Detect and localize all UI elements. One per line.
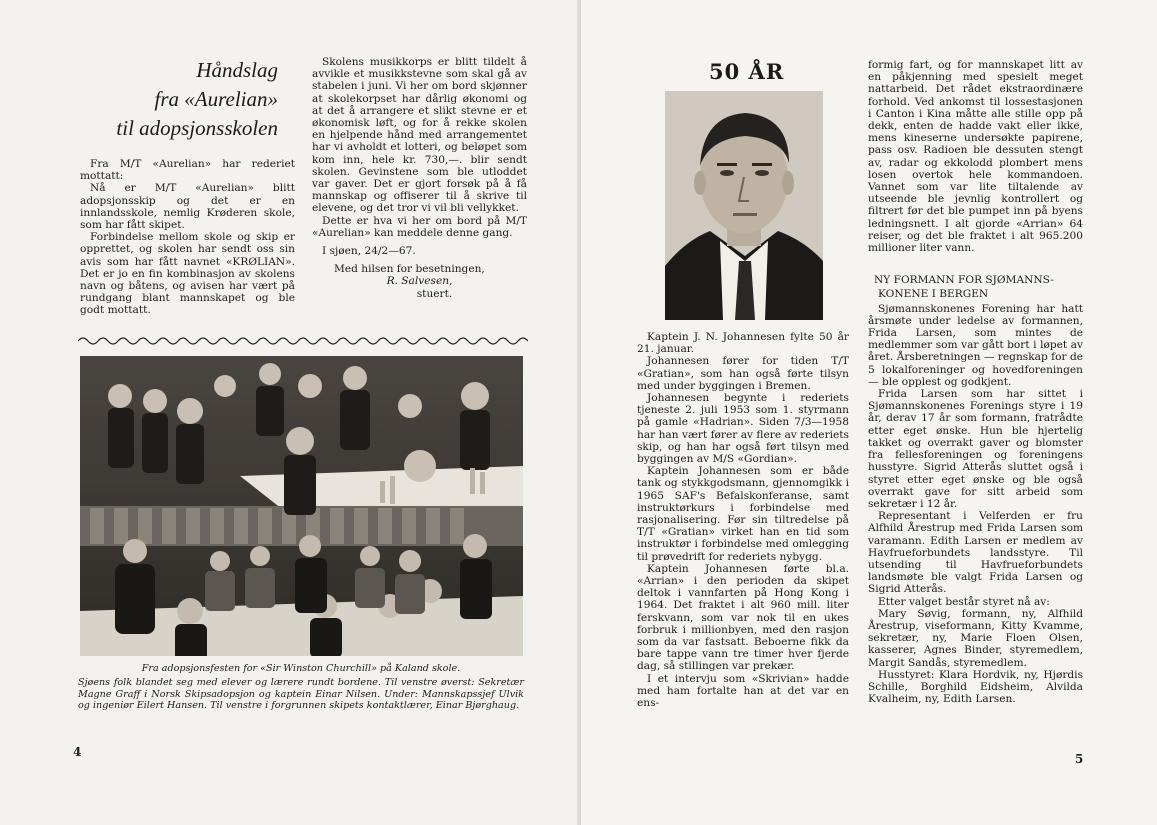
paragraph: Johannesen begynte i rederiets tjeneste 2. juli 1953 som 1. styrmann på gamle «Hadrian». Siden 7/3—1958 har han vært fører av flere av rederiets skip, og han har også ført tilsyn med byggingen av M/S «Gordian». xyxy=(637,392,849,466)
photo-caption-body: Sjøens folk blandet seg med elever og lærere rundt bordene. Til venstre øverst: Sekretær Magne Graff i Norsk Skipsadopsjon og kaptein Einar Nilsen. Under: Mannskapssjef Ulvik og ingeniør Eilert Hansen. Til venstre i forgrunnen skipets kontaktlærer, Einar Bjørghaug. xyxy=(78,677,524,712)
paragraph: Etter valget består styret nå av: xyxy=(878,595,1050,608)
photo-caption-title: Fra adopsjonsfesten for «Sir Winston Churchill» på Kaland skole. xyxy=(141,663,461,674)
section-heading-line-2: KONENE I BERGEN xyxy=(878,288,989,301)
article-heading xyxy=(98,56,278,143)
section-heading-line-1: NY FORMANN FOR SJØMANNS- xyxy=(874,274,1054,287)
paragraph: Forbindelse mellom skole og skip er opprettet, og skolen har sendt oss sin avis som har fått navnet «KRØLIAN». Det er jo en fin kombinasjon av skolens navn og båtens, og avisen har vært på rundgang blant mannskapet og ble godt mottatt. xyxy=(80,231,295,317)
paragraph: Sjømannskonenes Forening har hatt årsmøte under ledelse av formannen, Frida Larsen, som mintes de medlemmer som var gått bort i løpet av året. Årsberetningen — regnskap for de 5 lokalforeninger og hovedforeningen — ble opplest og godkjent. xyxy=(868,302,1083,388)
portrait-photo xyxy=(665,91,823,320)
page-number-left: 4 xyxy=(73,745,82,759)
paragraph: Husstyret: Klara Hordvik, ny, Hjørdis Schille, Borghild Eidsheim, Alvilda Kvalheim, ny, Edith Larsen. xyxy=(868,668,1083,706)
paragraph: Kaptein Johannesen førte bl.a. «Arrian» i den perioden da skipet deltok i vannfarten på Hong Kong i 1964. Det fraktet i alt 960 mill. liter ferskvann, som var nok til en ukes forbruk i millionbyen, med den rasjon som da var fastsatt. Beboerne fikk da bare tappe vann tre timer hver fjerde dag, så stillingen var prekær. xyxy=(637,562,849,673)
party-photo xyxy=(80,356,523,656)
paragraph: Frida Larsen som har sittet i Sjømannskonenes Forenings styre i 19 år, derav 17 år som formann, fratrådte etter eget ønske. Hun ble hjertelig takket og overrakt gaver og blomster fra fellesforeningen og foreningens husstyre. Sigrid Atterås sluttet også i styret etter eget ønske og ble også overrakt gave for sitt arbeid som sekretær i 12 år. xyxy=(868,388,1083,510)
section-heading xyxy=(868,274,1083,300)
heading-line-2: fra «Aurelian» xyxy=(154,87,278,111)
paragraph: Dette er hva vi her om bord på M/T «Aurelian» kan meddele denne gang. xyxy=(312,214,527,239)
signature-name: R. Salvesen, xyxy=(386,275,453,288)
right-column-2 xyxy=(868,59,1083,705)
paragraph: Fra M/T «Aurelian» har rederiet mottatt: xyxy=(80,158,295,183)
paragraph: Skolens musikkorps er blitt tildelt å avvikle et musikkstevne som skal gå av stabelen i juni. Vi her om bord skjønner at skolekorpset har dårlig økonomi og at det å arrangere et slikt stevne er et økonomisk løft, og for å rekke skolen en hjelpende hånd med arrangementet har vi avholdt et lotteri, og beløpet som kom inn, hele kr. 730,—. blir sendt skolen. Gevinstene som ble utloddet var gaver. Det er gjort forsøk på å få mannskap og offiserer til å skrive til elevene, og det tror vi vil bli vellykket. xyxy=(312,56,527,215)
paragraph: formig fart, og for mannskapet litt av en påkjenning med spesielt meget nattarbeid. Det rådet ekstraordinære forhold. Ved ankomst til lossestasjonen i Canton i Kina måtte alle stille opp på dekk, enten de hadde vakt eller ikke, mens kineserne undersøkte papirene, pass osv. Radioen ble dessuten stengt av, radar og ekkolodd plombert mens losen overtok hele kommandoen. Vannet som var lite tiltalende av utseende ble jevnlig kontrollert og filtrert før det ble pumpet inn på byens ledningsnett. I alt gjorde «Arrian» 64 reiser, og det ble fraktet i alt 965.200 millioner liter vann. xyxy=(868,59,1083,255)
paragraph: Kaptein Johannesen som er både tank og stykkgodsmann, gjennomgikk i 1965 SAF's Befalskonferanse, samt instruktørkurs i forbindelse med rasjonalisering. Før sin tiltredelse på T/T «Gratian» virket han en tid som instruktør i forbindelse med omlegging til prøvedrift for rederiets nybygg. xyxy=(637,465,849,563)
paragraph: Johannesen fører for tiden T/T «Gratian», som han også førte tilsyn med under byggingen i Bremen. xyxy=(637,355,849,392)
page-number-right: 5 xyxy=(1075,752,1084,766)
paragraph: Kaptein J. N. Johannesen fylte 50 år 21. januar. xyxy=(637,331,849,356)
left-column-2 xyxy=(312,56,527,300)
paragraph: Representant i Velferden er fru Alfhild Årestrup med Frida Larsen som varamann. Edith Larsen er medlem av Havfrueforbundets landsstyre. Til utsending til Havfrueforbundets landsmøte ble valgt Frida Larsen og Sigrid Atterås. xyxy=(868,510,1083,596)
photo-caption xyxy=(78,663,524,712)
article-title: 50 ÅR xyxy=(709,59,785,84)
paragraph: Nå er M/T «Aurelian» blitt adopsjonsskip og det er en innlandsskole, nemlig Krøderen skole, som har fått skipet. xyxy=(80,182,295,232)
greeting: Med hilsen for besetningen, xyxy=(334,263,485,276)
paragraph: Mary Søvig, formann, ny, Alfhild Årestrup, viseformann, Kitty Kvamme, sekretær, ny, Marie Floen Olsen, kasserer, Agnes Binder, styremedlem, Margit Sandås, styremedlem. xyxy=(868,607,1083,669)
right-column-1 xyxy=(637,331,849,709)
heading-line-3: til adopsjonsskolen xyxy=(116,116,278,140)
heading-line-1: Håndslag xyxy=(196,58,278,82)
portrait-image xyxy=(665,91,823,320)
paragraph: I et intervju som «Skrivian» hadde med ham fortalte han at det var en ens- xyxy=(637,672,849,710)
party-photo-image xyxy=(80,356,523,656)
place-date: I sjøen, 24/2—67. xyxy=(322,245,416,258)
left-column-1 xyxy=(80,158,295,317)
wavy-divider xyxy=(78,334,528,348)
signature-title: stuert. xyxy=(416,287,453,300)
